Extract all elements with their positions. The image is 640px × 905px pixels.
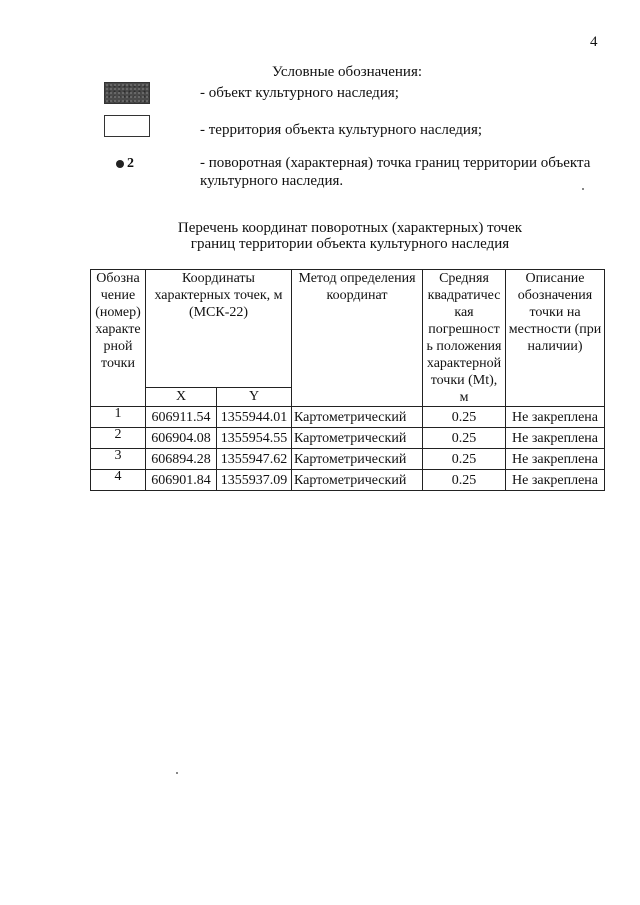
coord-y: 1355954.55 <box>217 428 292 449</box>
table-header-row <box>91 270 605 388</box>
page-number: 4 <box>590 34 598 50</box>
point-dot-icon <box>116 160 124 168</box>
coordinates-table <box>90 269 605 491</box>
table-row <box>91 470 605 491</box>
coord-x: 606901.84 <box>146 470 217 491</box>
method: Картометрический <box>292 449 423 470</box>
method: Картометрический <box>292 470 423 491</box>
header-y: Y <box>217 387 292 406</box>
header-x: X <box>146 387 217 406</box>
point-symbol-label: 2 <box>127 156 134 171</box>
description: Не закреплена <box>506 470 605 491</box>
table-heading <box>120 220 580 252</box>
header-error: Средняя квадратичес кая погрешност ь положения характерной точки (Mt), м <box>423 270 506 407</box>
scan-speck <box>582 188 584 190</box>
cultural-object-symbol <box>104 82 150 104</box>
error: 0.25 <box>423 449 506 470</box>
table-row <box>91 428 605 449</box>
error: 0.25 <box>423 470 506 491</box>
header-method: Метод определения координат <box>292 270 423 407</box>
legend-text-point: - поворотная (характерная) точка границ территории объекта культурного наследия. <box>200 155 591 189</box>
error: 0.25 <box>423 428 506 449</box>
header-coordinates: Координаты характерных точек, м (МСК-22) <box>146 270 292 388</box>
turning-point-symbol <box>116 156 134 172</box>
table-heading-line2: границ территории объекта культурного наследия <box>190 236 510 252</box>
header-designation: Обозна чение (номер) характе рной точки <box>91 270 146 407</box>
header-description: Описание обозначения точки на местности (при наличии) <box>506 270 605 407</box>
method: Картометрический <box>292 407 423 428</box>
coord-x: 606894.28 <box>146 449 217 470</box>
coord-y: 1355937.09 <box>217 470 292 491</box>
row-number: 4 <box>91 470 146 491</box>
coord-y: 1355944.01 <box>217 407 292 428</box>
legend-text-object: - объект культурного наследия; <box>200 85 399 101</box>
row-number: 1 <box>91 407 146 428</box>
coord-x: 606904.08 <box>146 428 217 449</box>
legend-text-territory: - территория объекта культурного наследия; <box>200 122 483 138</box>
row-number: 3 <box>91 449 146 470</box>
scan-speck <box>176 772 178 774</box>
table-row <box>91 407 605 428</box>
row-number: 2 <box>91 428 146 449</box>
description: Не закреплена <box>506 449 605 470</box>
method: Картометрический <box>292 428 423 449</box>
description: Не закреплена <box>506 428 605 449</box>
legend-title: Условные обозначения: <box>272 64 423 80</box>
table-heading-line1: Перечень координат поворотных (характерных) точек <box>177 220 523 236</box>
error: 0.25 <box>423 407 506 428</box>
table-row <box>91 449 605 470</box>
description: Не закреплена <box>506 407 605 428</box>
coord-x: 606911.54 <box>146 407 217 428</box>
coord-y: 1355947.62 <box>217 449 292 470</box>
territory-symbol <box>104 115 150 137</box>
